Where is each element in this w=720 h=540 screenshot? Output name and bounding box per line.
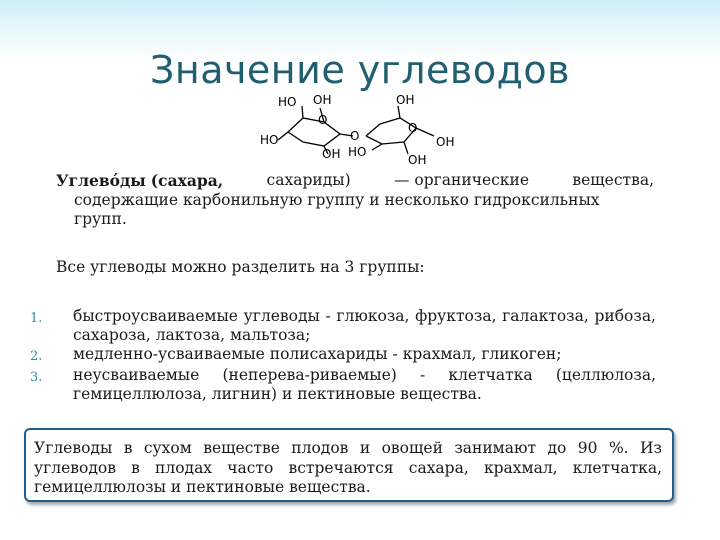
left-ring — [278, 106, 353, 154]
definition-first-line — [56, 171, 654, 191]
disaccharide-structure-diagram — [258, 92, 468, 168]
mol-label: OH — [408, 153, 427, 167]
mol-label: OH — [313, 93, 332, 107]
carbohydrate-groups-list — [30, 307, 656, 404]
list-number: 2. — [30, 349, 43, 364]
mol-label: HO — [260, 133, 279, 147]
definition-word: сахариды) — [266, 171, 351, 189]
list-item — [30, 345, 656, 366]
summary-box — [24, 428, 674, 502]
mol-label: O — [408, 121, 418, 135]
list-item-text: неусваиваемые (неперева-риваемые) - клетчатка (целлюлоза, гемицеллюлоза, лигнин) и пектиновые вещества. — [73, 366, 656, 403]
list-number: 3. — [30, 370, 43, 385]
slide-title: Значение углеводов — [149, 48, 570, 92]
mol-label: OH — [396, 93, 415, 107]
definition-word: вещества, — [572, 171, 654, 189]
right-ring — [366, 106, 434, 154]
definition-term: Углево́ды — [56, 171, 146, 190]
mol-label: HO — [348, 145, 367, 159]
list-item-text: быстроусваиваемые углеводы - глюкоза, фруктоза, галактоза, рибоза, сахароза, лактоза, мальтоза; — [73, 307, 656, 344]
definition-rest: содержащие карбонильную группу и несколько гидроксильных групп. — [74, 191, 600, 228]
groups-intro: Все углеводы можно разделить на 3 группы: — [56, 258, 425, 276]
mol-label: OH — [322, 147, 341, 161]
definition-paragraph — [56, 171, 654, 229]
mol-label: HO — [278, 95, 297, 109]
list-item-text: медленно-усваиваемые полисахариды - крахмал, гликоген; — [73, 345, 562, 363]
mol-label: O — [318, 113, 328, 127]
definition-paren: (сахара, — [150, 171, 224, 190]
list-item — [30, 307, 656, 345]
mol-label: O — [350, 129, 360, 143]
definition-word: — органические — [394, 171, 529, 189]
list-item — [30, 366, 656, 404]
list-number: 1. — [30, 311, 43, 326]
mol-label: OH — [436, 135, 455, 149]
summary-text: Углеводы в сухом веществе плодов и овощей занимают до 90 %. Из углеводов в плодах часто встречаются сахара, крахмал, клетчатка, гемицеллюлозы и пектиновые вещества. — [34, 439, 662, 496]
